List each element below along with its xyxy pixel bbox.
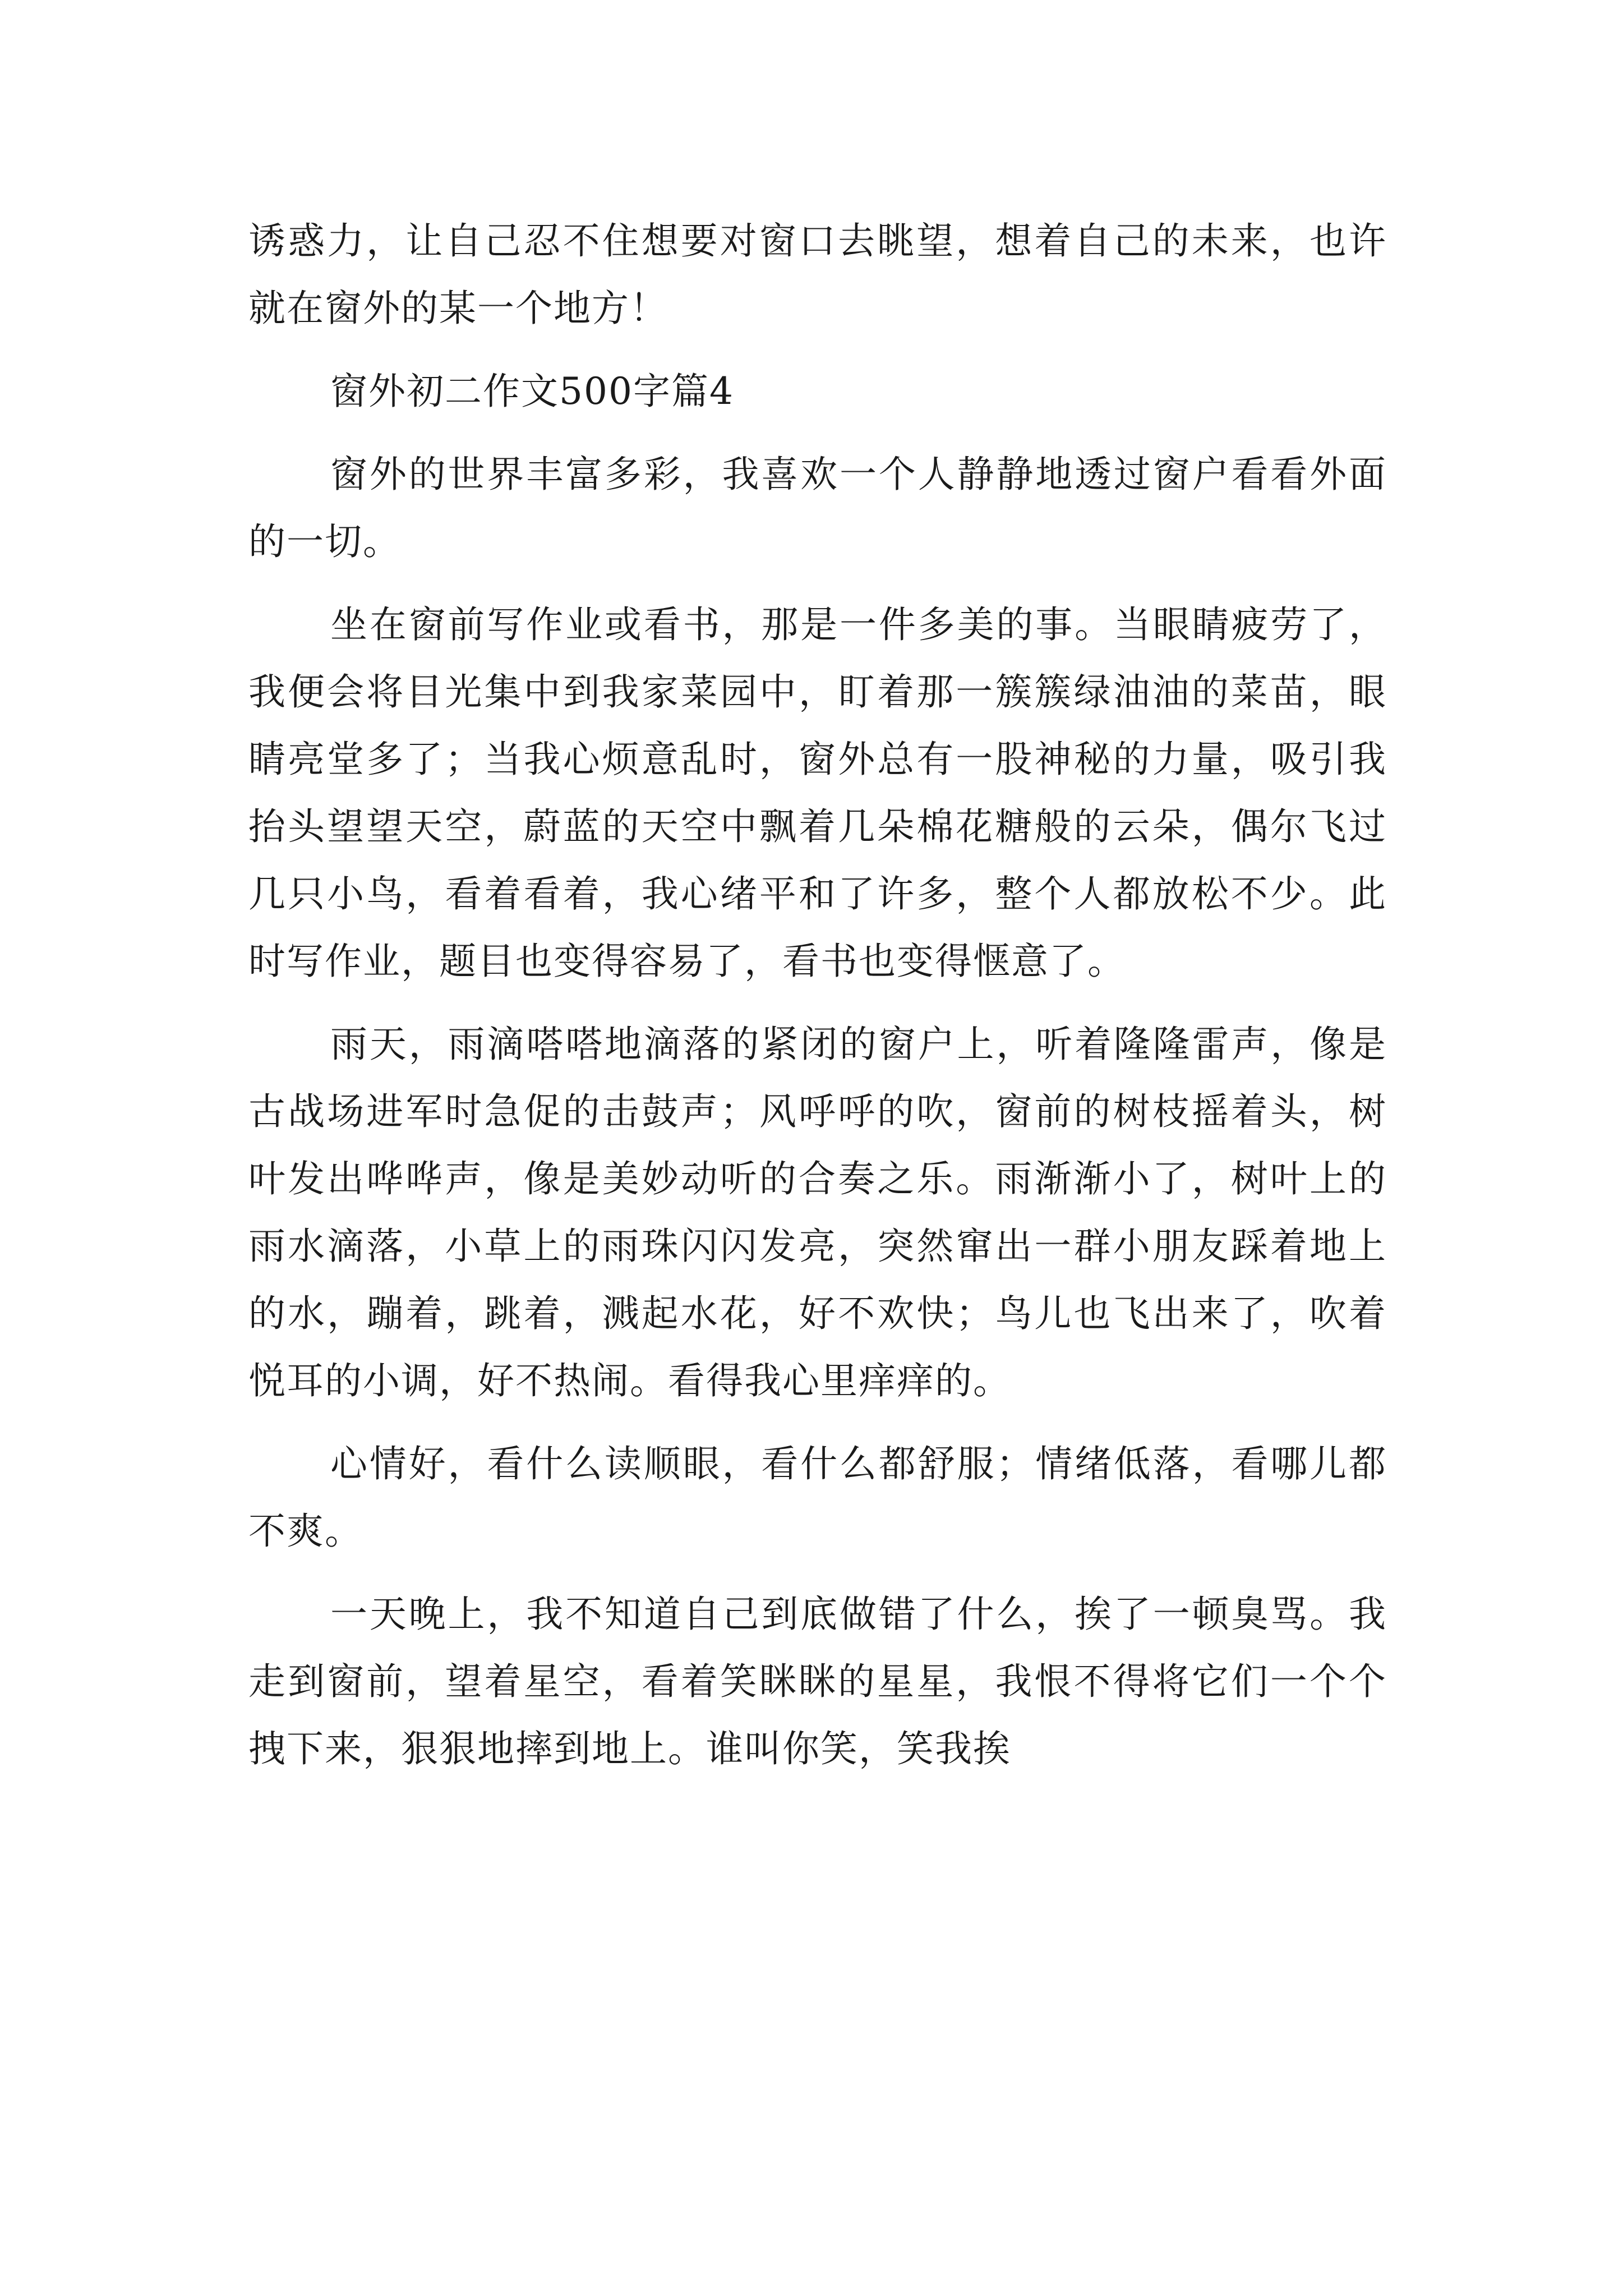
paragraph: 窗外的世界丰富多彩，我喜欢一个人静静地透过窗户看看外面的一切。 [248,453,1387,563]
paragraph-continued: 诱惑力，让自己忍不住想要对窗口去眺望，想着自己的未来，也许就在窗外的某一个地方！ [248,219,1387,330]
paragraph: 坐在窗前写作业或看书，那是一件多美的事。当眼睛疲劳了，我便会将目光集中到我家菜园中，盯着那一簇簇绿油油的菜苗，眼睛亮堂多了；当我心烦意乱时，窗外总有一股神秘的力量，吸引我抬头望望天空，蔚蓝的天空中飘着几朵棉花糖般的云朵，偶尔飞过几只小鸟，看着看着，我心绪平和了许多，整个人都放松不少。此时写作业，题目也变得容易了，看书也变得惬意了。 [248,603,1387,983]
paragraph: 雨天，雨滴嗒嗒地滴落的紧闭的窗户上，听着隆隆雷声，像是古战场进军时急促的击鼓声；风呼呼的吹，窗前的树枝摇着头，树叶发出哗哗声，像是美妙动听的合奏之乐。雨渐渐小了，树叶上的雨水滴落，小草上的雨珠闪闪发亮，突然窜出一群小朋友踩着地上的水，蹦着，跳着，溅起水花，好不欢快；鸟儿也飞出来了，吹着悦耳的小调，好不热闹。看得我心里痒痒的。 [248,1023,1387,1402]
document-body [248,208,1387,1798]
paragraph: 心情好，看什么读顺眼，看什么都舒服；情绪低落，看哪儿都不爽。 [248,1442,1387,1553]
section-heading: 窗外初二作文500字篇4 [330,370,734,413]
paragraph: 一天晚上，我不知道自己到底做错了什么，挨了一顿臭骂。我走到窗前，望着星空，看着笑眯眯的星星，我恨不得将它们一个个拽下来，狠狠地摔到地上。谁叫你笑，笑我挨 [248,1593,1387,1770]
